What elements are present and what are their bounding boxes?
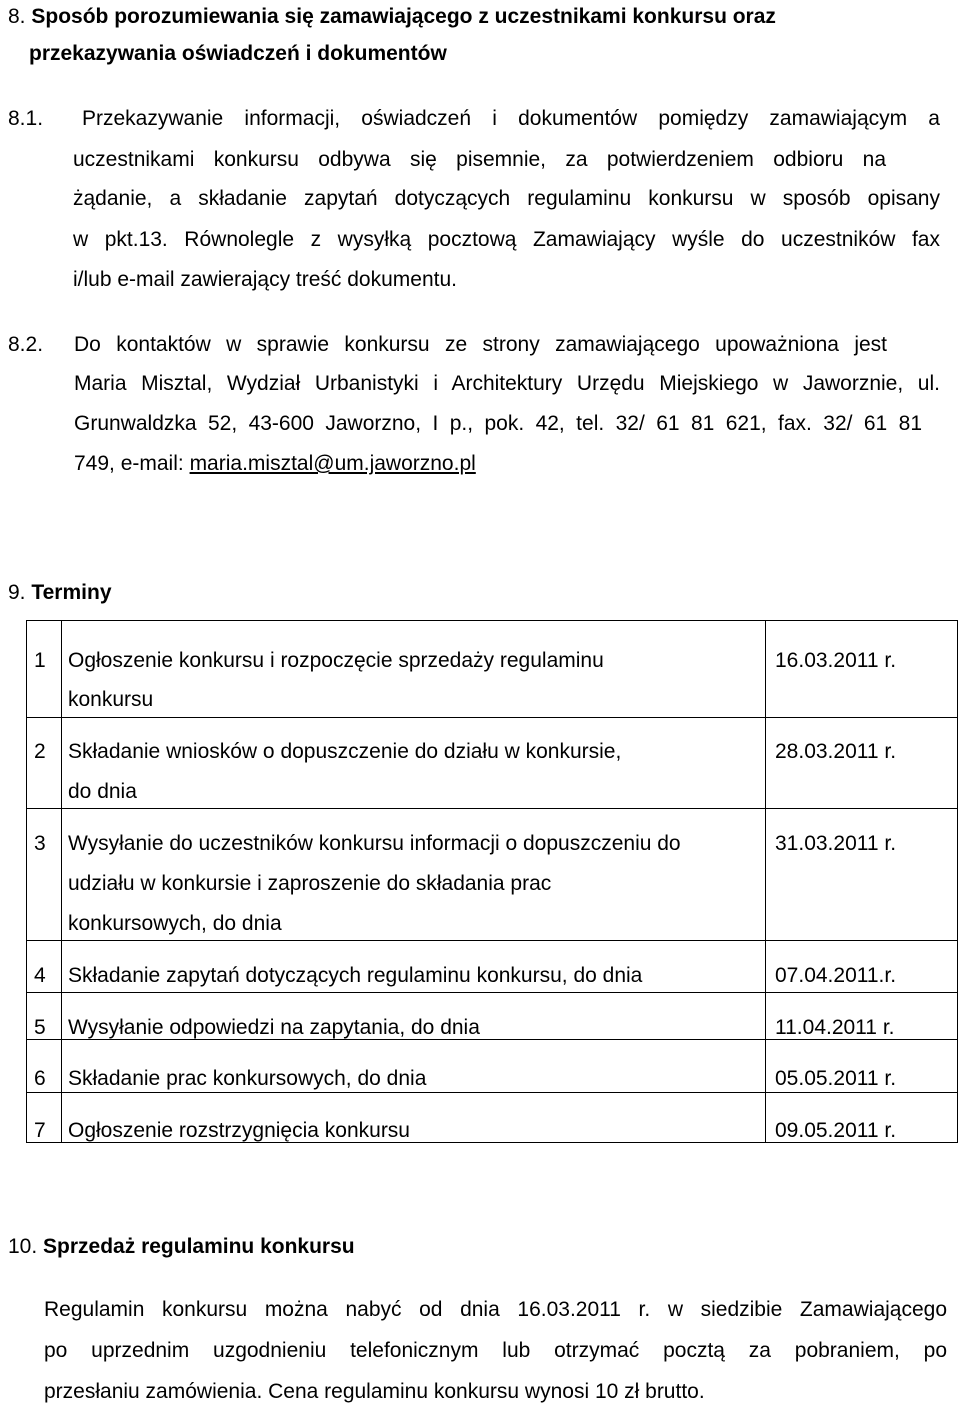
table-row-number: 5 xyxy=(34,1016,46,1039)
table-row-date: 09.05.2011 r. xyxy=(775,1119,897,1142)
table-row-description: Wysyłanie odpowiedzi na zapytania, do dnia xyxy=(68,1016,480,1039)
paragraph-8-1-line: żądanie, a składanie zapytań dotyczących regulaminu konkursu w sposób opisany xyxy=(73,187,940,210)
section-10-title: Sprzedaż regulaminu konkursu xyxy=(43,1235,355,1258)
email-prefix: 749, e-mail: xyxy=(74,452,190,475)
paragraph-8-2-line: Do kontaktów w sprawie konkursu ze strony zamawiającego upoważniona jest xyxy=(74,333,887,356)
table-row-description: udziału w konkursie i zaproszenie do składania prac xyxy=(68,872,552,895)
table-border xyxy=(61,620,62,1143)
table-row-description: konkursu xyxy=(68,688,154,711)
table-row-date: 11.04.2011 r. xyxy=(775,1016,895,1039)
table-border xyxy=(26,620,27,1143)
table-border xyxy=(26,620,958,621)
table-row-number: 2 xyxy=(34,740,46,763)
paragraph-8-1-number: 8.1. xyxy=(8,107,44,130)
section-8-heading-line2: przekazywania oświadczeń i dokumentów xyxy=(29,42,447,65)
section-8-title: Sposób porozumiewania się zamawiającego z uczestnikami konkursu oraz xyxy=(31,5,776,28)
table-row-number: 1 xyxy=(34,649,46,672)
table-row-description: Składanie zapytań dotyczących regulaminu konkursu, do dnia xyxy=(68,964,643,987)
table-row-description: Składanie wniosków o dopuszczenie do działu w konkursie, xyxy=(68,740,622,763)
section-10-paragraph-line: po uprzednim uzgodnieniu telefonicznym lub otrzymać pocztą za pobraniem, po xyxy=(44,1339,947,1362)
table-row-number: 6 xyxy=(34,1067,46,1090)
table-row-date: 07.04.2011.r. xyxy=(775,964,897,987)
section-10-number: 10. xyxy=(8,1235,38,1258)
table-border xyxy=(26,1142,958,1143)
paragraph-8-2-line: Maria Misztal, Wydział Urbanistyki i Architektury Urzędu Miejskiego w Jaworznie, ul. xyxy=(74,372,940,395)
table-row-date: 05.05.2011 r. xyxy=(775,1067,897,1090)
paragraph-8-1-line: Przekazywanie informacji, oświadczeń i dokumentów pomiędzy zamawiającym a xyxy=(82,107,940,130)
table-row-number: 3 xyxy=(34,832,46,855)
table-row-number: 7 xyxy=(34,1119,46,1142)
table-row-number: 4 xyxy=(34,964,46,987)
paragraph-8-1-line: i/lub e-mail zawierający treść dokumentu. xyxy=(73,268,457,291)
table-row-description: Składanie prac konkursowych, do dnia xyxy=(68,1067,427,1090)
section-10-paragraph-line: Regulamin konkursu można nabyć od dnia 16.03.2011 r. w siedzibie Zamawiającego xyxy=(44,1298,947,1321)
paragraph-8-2-line: Grunwaldzka 52, 43-600 Jaworzno, I p., pok. 42, tel. 32/ 61 81 621, fax. 32/ 61 81 xyxy=(74,412,922,435)
section-9-number: 9. xyxy=(8,581,26,604)
table-border xyxy=(26,1092,958,1093)
section-9-heading xyxy=(8,582,112,603)
email-link[interactable]: maria.misztal@um.jaworzno.pl xyxy=(189,452,476,475)
paragraph-8-2-number: 8.2. xyxy=(8,333,44,356)
table-border xyxy=(26,808,958,809)
section-8-number: 8. xyxy=(8,5,26,28)
table-border xyxy=(26,992,958,993)
table-row-date: 16.03.2011 r. xyxy=(775,649,897,672)
table-border xyxy=(26,1039,958,1040)
table-border xyxy=(957,620,958,1143)
paragraph-8-1-line: uczestnikami konkursu odbywa się pisemnie, za potwierdzeniem odbioru na xyxy=(73,148,886,171)
table-border xyxy=(765,620,766,1143)
table-row-description: konkursowych, do dnia xyxy=(68,912,282,935)
section-9-title: Terminy xyxy=(31,581,112,604)
table-border xyxy=(26,717,958,718)
table-row-description: Ogłoszenie konkursu i rozpoczęcie sprzedaży regulaminu xyxy=(68,649,604,672)
paragraph-8-1-line: w pkt.13. Równolegle z wysyłką pocztową Zamawiający wyśle do uczestników fax xyxy=(73,228,940,251)
table-row-date: 28.03.2011 r. xyxy=(775,740,897,763)
paragraph-8-2-line xyxy=(74,453,476,474)
table-row-description: do dnia xyxy=(68,780,137,803)
table-row-date: 31.03.2011 r. xyxy=(775,832,897,855)
section-10-paragraph-line: przesłaniu zamówienia. Cena regulaminu konkursu wynosi 10 zł brutto. xyxy=(44,1380,705,1403)
terms-table xyxy=(26,620,958,1143)
table-row-description: Ogłoszenie rozstrzygnięcia konkursu xyxy=(68,1119,410,1142)
section-8-heading-line1 xyxy=(8,6,776,27)
table-border xyxy=(26,940,958,941)
section-10-heading xyxy=(8,1236,355,1257)
table-row-description: Wysyłanie do uczestników konkursu informacji o dopuszczeniu do xyxy=(68,832,681,855)
